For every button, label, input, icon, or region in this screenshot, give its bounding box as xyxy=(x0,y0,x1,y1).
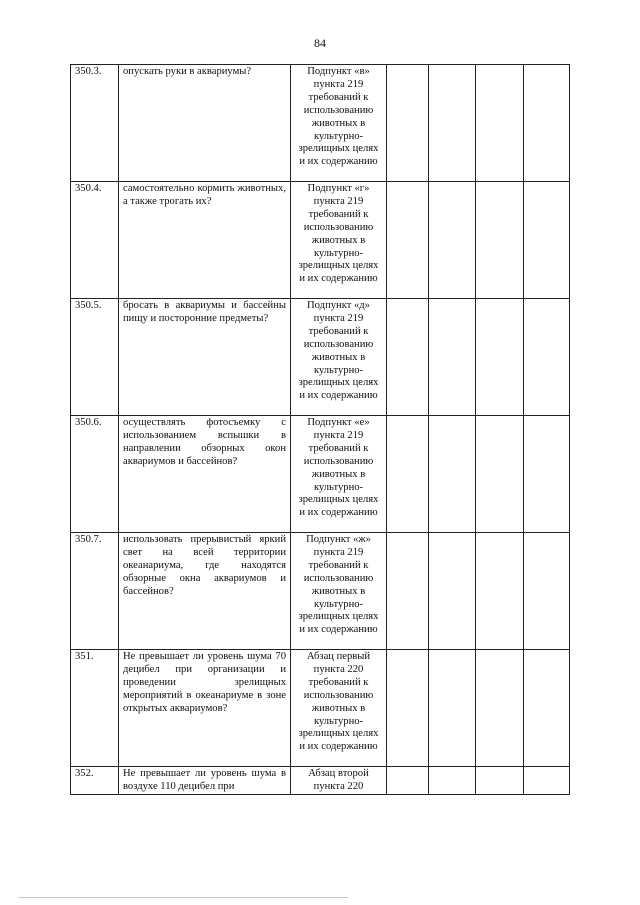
row-question: использовать прерывистый яркий свет на всей территории океанариума, где находятся обзорные окна аквариумов и бассейнов? xyxy=(119,533,291,650)
table-row xyxy=(71,767,570,795)
empty-cell xyxy=(429,650,476,767)
row-question: осуществлять фотосъемку с использованием вспышки в направлении обзорных окон аквариумов и бассейнов? xyxy=(119,416,291,533)
table-row xyxy=(71,416,570,533)
empty-cell xyxy=(524,650,570,767)
empty-cell xyxy=(387,299,429,416)
empty-cell xyxy=(524,65,570,182)
row-number: 350.5. xyxy=(71,299,119,416)
empty-cell xyxy=(387,182,429,299)
row-number: 350.4. xyxy=(71,182,119,299)
row-reference: Подпункт «е» пункта 219 требований к использованию животных в культурно-зрелищных целях и их содержанию xyxy=(291,416,387,533)
empty-cell xyxy=(387,650,429,767)
empty-cell xyxy=(476,182,524,299)
empty-cell xyxy=(524,533,570,650)
empty-cell xyxy=(429,299,476,416)
empty-cell xyxy=(429,767,476,795)
row-number: 350.7. xyxy=(71,533,119,650)
empty-cell xyxy=(476,65,524,182)
row-question: опускать руки в аквариумы? xyxy=(119,65,291,182)
empty-cell xyxy=(524,767,570,795)
row-question: самостоятельно кормить животных, а также трогать их? xyxy=(119,182,291,299)
empty-cell xyxy=(387,416,429,533)
page-number: 84 xyxy=(314,36,326,50)
empty-cell xyxy=(429,533,476,650)
table-row xyxy=(71,182,570,299)
empty-cell xyxy=(476,416,524,533)
empty-cell xyxy=(524,416,570,533)
row-reference: Подпункт «ж» пункта 219 требований к использованию животных в культурно-зрелищных целях и их содержанию xyxy=(291,533,387,650)
empty-cell xyxy=(429,416,476,533)
row-reference: Подпункт «д» пункта 219 требований к использованию животных в культурно-зрелищных целях и их содержанию xyxy=(291,299,387,416)
empty-cell xyxy=(476,533,524,650)
empty-cell xyxy=(524,299,570,416)
checklist-table xyxy=(70,64,570,795)
table-row xyxy=(71,299,570,416)
table-row xyxy=(71,65,570,182)
empty-cell xyxy=(476,650,524,767)
empty-cell xyxy=(429,182,476,299)
row-reference: Абзац второй пункта 220 xyxy=(291,767,387,795)
empty-cell xyxy=(476,767,524,795)
row-reference: Подпункт «в» пункта 219 требований к использованию животных в культурно-зрелищных целях и их содержанию xyxy=(291,65,387,182)
scan-edge-line xyxy=(18,897,348,898)
empty-cell xyxy=(476,299,524,416)
row-question: Не превышает ли уровень шума 70 децибел при организации и проведении зрелищных мероприятий в океанариуме в зоне открытых аквариумов? xyxy=(119,650,291,767)
row-number: 351. xyxy=(71,650,119,767)
empty-cell xyxy=(429,65,476,182)
empty-cell xyxy=(524,182,570,299)
row-number: 352. xyxy=(71,767,119,795)
empty-cell xyxy=(387,65,429,182)
row-reference: Подпункт «г» пункта 219 требований к использованию животных в культурно-зрелищных целях и их содержанию xyxy=(291,182,387,299)
empty-cell xyxy=(387,767,429,795)
row-reference: Абзац первый пункта 220 требований к использованию животных в культурно-зрелищных целях и их содержанию xyxy=(291,650,387,767)
row-number: 350.6. xyxy=(71,416,119,533)
row-question: бросать в аквариумы и бассейны пищу и посторонние предметы? xyxy=(119,299,291,416)
empty-cell xyxy=(387,533,429,650)
row-question: Не превышает ли уровень шума в воздухе 110 децибел при xyxy=(119,767,291,795)
row-number: 350.3. xyxy=(71,65,119,182)
table-row xyxy=(71,650,570,767)
table-row xyxy=(71,533,570,650)
